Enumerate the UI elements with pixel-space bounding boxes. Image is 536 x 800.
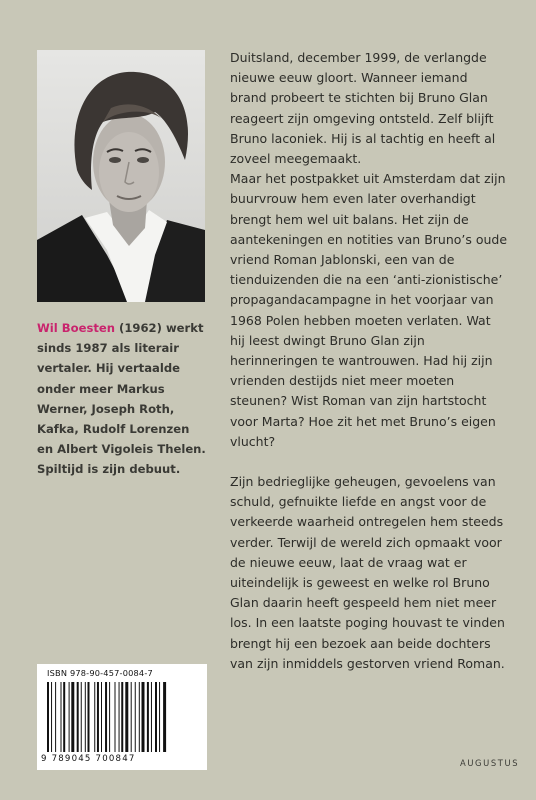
barcode-bar	[147, 682, 149, 752]
barcode-bar	[105, 682, 107, 752]
barcode-digits: 9 789045 700847	[41, 754, 136, 764]
isbn-barcode	[37, 664, 207, 770]
publisher-name: AUGUSTUS	[460, 758, 520, 768]
bio-debut-text: is zijn debuut.	[83, 462, 181, 477]
barcode-bar	[71, 682, 74, 752]
isbn-label: ISBN 978-90-457-0084-7	[47, 668, 153, 678]
barcode-bar	[155, 682, 157, 752]
barcode-bar	[81, 682, 82, 752]
barcode-bar	[97, 682, 99, 752]
barcode-bar	[63, 682, 65, 752]
book-blurb	[230, 48, 508, 674]
barcode-bar	[151, 682, 152, 752]
barcode-bar	[142, 682, 145, 752]
barcode-bar	[109, 682, 110, 752]
barcode-bar	[135, 682, 136, 752]
author-name: Wil Boesten	[37, 321, 115, 335]
barcode-bar	[88, 682, 90, 752]
barcode-bar	[163, 682, 166, 752]
barcode-bar	[101, 682, 102, 752]
barcode-bar	[47, 682, 49, 752]
barcode-bar	[51, 682, 52, 752]
author-photo	[37, 50, 205, 302]
bio-text: (1962) werkt sinds 1987 als literair vertaler. Hij vertaalde onder meer Markus Werner, Joseph Roth, Kafka, Rudolf Lorenzen en Albert Vigoleis Thelen.	[37, 321, 206, 457]
barcode-bar	[159, 682, 160, 752]
barcode-bar	[77, 682, 79, 752]
barcode-bar	[139, 682, 140, 752]
blurb-paragraph-1: Duitsland, december 1999, de verlangde nieuwe eeuw gloort. Wanneer iemand brand probeert te stichten bij Bruno Glan reageert zijn omgeving ontsteld. Zelf blijft Bruno laconiek. Hij is al tachtig en heeft al zoveel meegemaakt.	[230, 50, 496, 167]
blurb-paragraph-2: Maar het postpakket uit Amsterdam dat zijn buurvrouw hem even later overhandigt brengt hem wel uit balans. Het zijn de aantekeningen en notities van Bruno’s oude vriend Roman Jablonski, een van de tienduizenden die na een ‘anti-zionistische’ propagandacampagne in het voorjaar van 1968 Polen hebben moeten verlaten. Wat hij leest dwingt Bruno Glan zijn herinneringen te wantrouwen. Had hij zijn vrienden destijds niet meer moeten steunen? Wist Roman van zijn hartstocht voor Marta? Hoe zit het met Bruno’s eigen vlucht?	[230, 171, 508, 449]
barcode-bar	[61, 682, 62, 752]
book-title: Spiltijd	[37, 462, 84, 477]
barcode-bar	[119, 682, 120, 752]
barcode-bar	[55, 682, 56, 752]
blurb-paragraph-3: Zijn bedrieglijke geheugen, gevoelens van schuld, gefnuikte liefde en angst voor de verkeerde waarheid ontregelen hem steeds verder. Terwijl de wereld zich opmaakt voor de nieuwe eeuw, laat de vraag wat er uiteindelijk is geweest en welke rol Bruno Glan daarin heeft gespeeld hem niet meer los. In een laatste poging houvast te vinden brengt hij een bezoek aan beide dochters van zijn inmiddels gestorven vriend Roman.	[230, 474, 505, 671]
author-bio	[37, 318, 207, 480]
barcode-bar	[94, 682, 95, 752]
barcode-bar	[69, 682, 70, 752]
barcode-bar	[115, 682, 116, 752]
barcode-bar	[131, 682, 132, 752]
barcode-bar	[125, 682, 128, 752]
barcode-bar	[85, 682, 86, 752]
barcode-bar	[121, 682, 123, 752]
barcode-bars	[47, 682, 197, 752]
